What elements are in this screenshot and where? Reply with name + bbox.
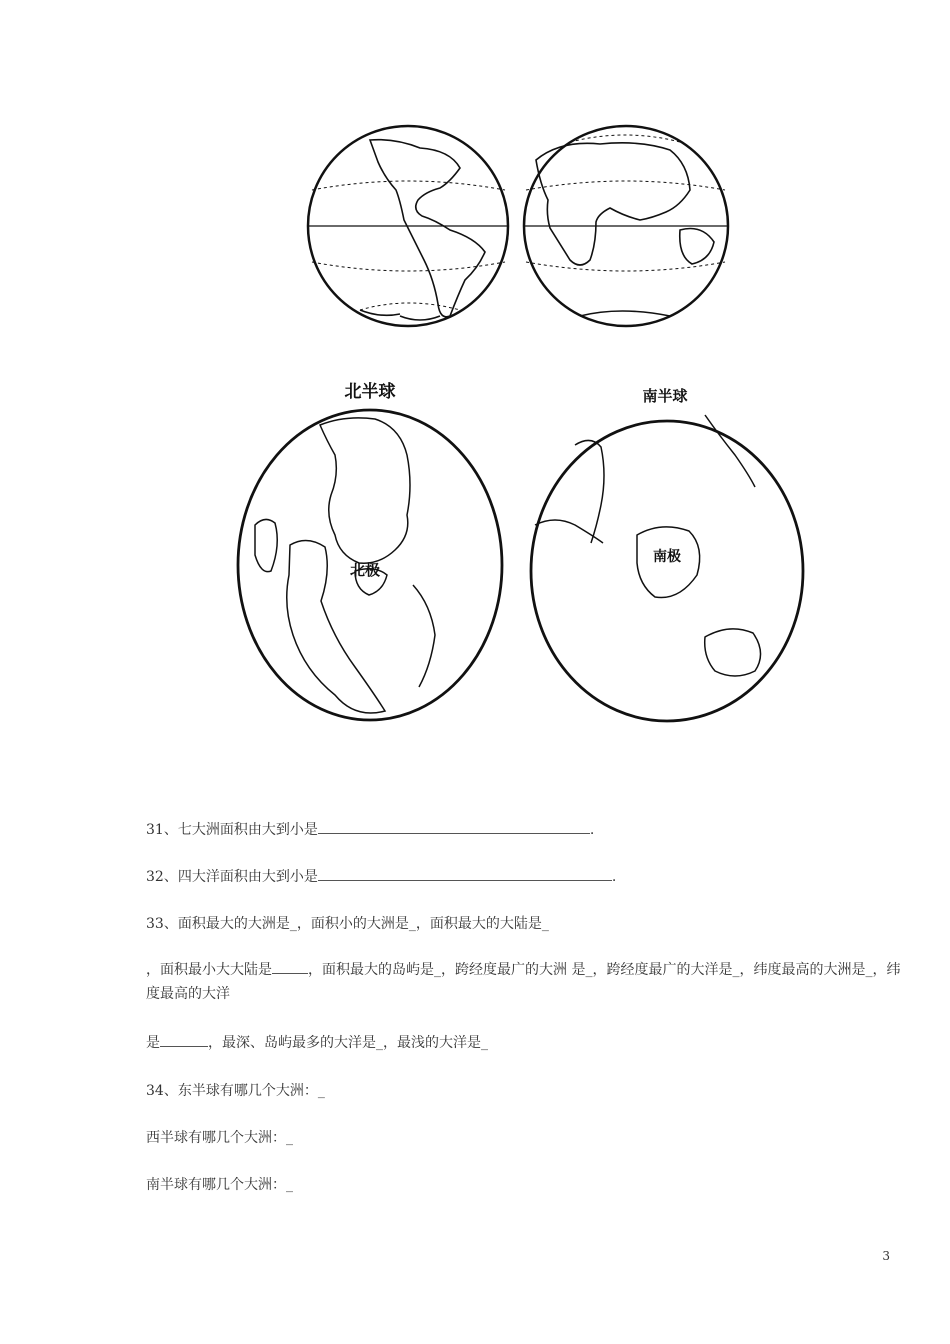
question-33-text-2a: ，面积最小大大陆是 xyxy=(146,962,272,978)
question-34-east: 34、东半球有哪几个大洲：_ xyxy=(146,1083,325,1099)
question-33-text-3a: 是 xyxy=(146,1035,160,1051)
question-33-text-3b: ，最深、岛屿最多的大洋是_，最浅的大洋是_ xyxy=(208,1035,488,1051)
north-hemisphere-title: 北半球 xyxy=(344,382,396,402)
south-hemisphere-globe xyxy=(531,421,803,721)
question-31 xyxy=(146,818,906,842)
question-33-text-2b: ，面积最大的岛屿是_，跨经度最广的大洲 是_，跨经度最广的大洋是_，纬度最高的大洲是_，纬度最高的大洋 xyxy=(146,962,901,1002)
question-32-text: 32、四大洋面积由大到小是 xyxy=(146,869,318,885)
north-south-hemisphere-maps xyxy=(235,375,815,730)
question-33-blank-highest-latitude-ocean[interactable] xyxy=(160,1032,208,1047)
page-number: 3 xyxy=(882,1249,890,1263)
question-31-end: . xyxy=(589,822,595,838)
question-32 xyxy=(146,865,906,889)
west-east-hemisphere-maps xyxy=(300,120,740,335)
north-pole-label: 北极 xyxy=(349,561,381,579)
question-31-blank[interactable] xyxy=(318,819,590,834)
south-hemisphere-title: 南半球 xyxy=(642,387,688,405)
question-32-blank[interactable] xyxy=(318,866,612,881)
question-33-blank-smallest-continent[interactable] xyxy=(272,959,308,974)
question-33-line3 xyxy=(146,1031,906,1055)
question-32-end: . xyxy=(611,869,617,885)
question-34-south: 南半球有哪几个大洲：_ xyxy=(146,1177,293,1193)
question-33-line1: 33、面积最大的大洲是_，面积小的大洲是_，面积最大的大陆是_ xyxy=(146,916,549,932)
south-pole-label: 南极 xyxy=(653,549,681,565)
question-34-west: 西半球有哪几个大洲：_ xyxy=(146,1130,293,1146)
question-33-line2 xyxy=(146,958,906,1006)
question-31-text: 31、七大洲面积由大到小是 xyxy=(146,822,318,838)
